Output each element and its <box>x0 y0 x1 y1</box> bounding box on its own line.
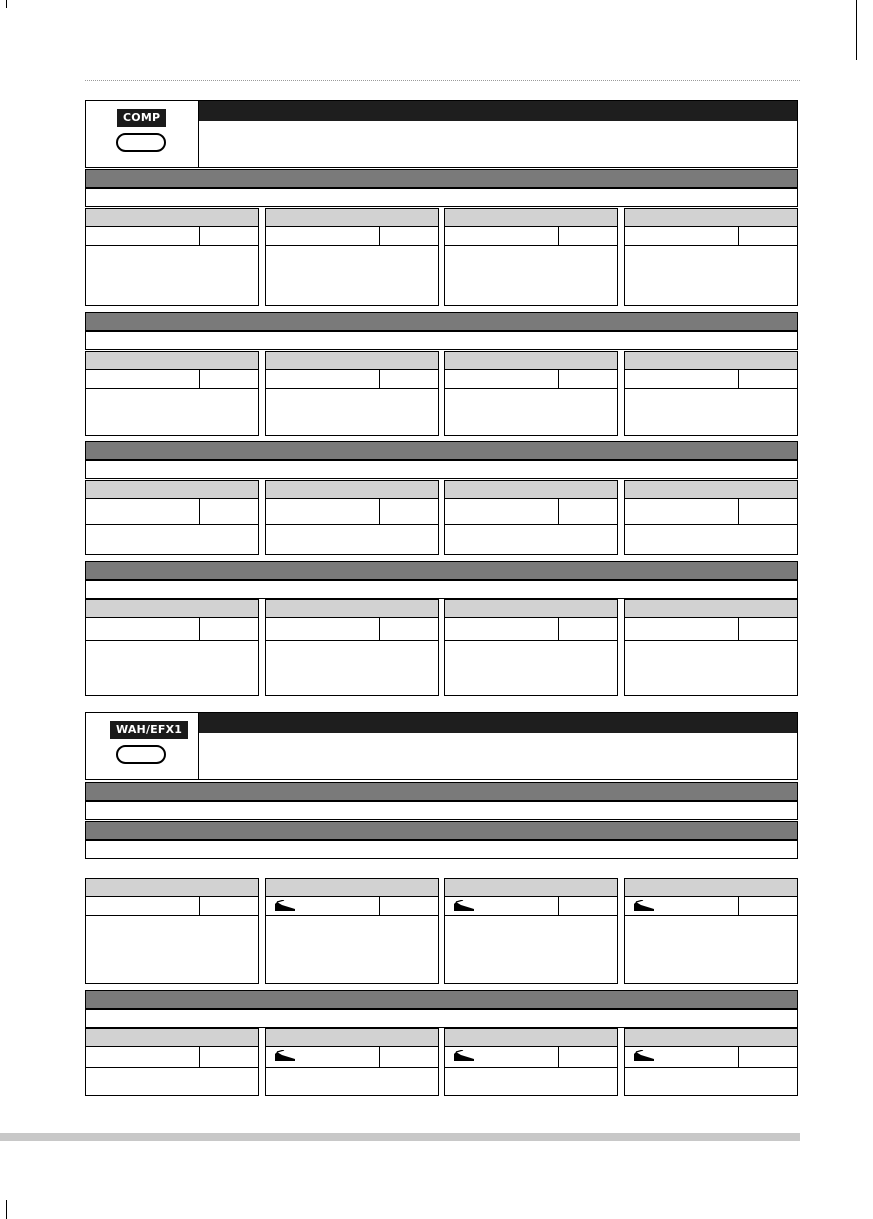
wah-efx1-title-bar <box>199 713 797 733</box>
expression-pedal-icon <box>633 900 655 912</box>
param-card <box>265 878 439 984</box>
param-card <box>85 878 259 984</box>
group-description <box>85 1009 798 1028</box>
param-card <box>444 480 618 555</box>
wah-efx1-header <box>85 712 798 780</box>
group-bar <box>85 169 798 188</box>
group-description <box>85 188 798 207</box>
param-card <box>265 599 439 696</box>
param-card <box>444 351 618 436</box>
expression-pedal-icon <box>453 1050 475 1062</box>
dotted-rule <box>85 80 800 81</box>
param-card <box>85 208 259 306</box>
footswitch-icon[interactable] <box>116 133 166 152</box>
comp-label: COMP <box>117 109 166 127</box>
expression-pedal-icon <box>274 900 296 912</box>
group-bar <box>85 990 798 1009</box>
comp-title-bar <box>199 101 797 121</box>
param-card <box>85 1028 259 1096</box>
param-card <box>444 1028 618 1096</box>
wah-efx1-icon-box <box>86 713 199 779</box>
group-description <box>85 840 798 859</box>
param-card <box>444 208 618 306</box>
group-bar <box>85 312 798 331</box>
expression-pedal-icon <box>274 1050 296 1062</box>
footswitch-icon[interactable] <box>116 745 166 764</box>
expression-pedal-icon <box>453 900 475 912</box>
param-card <box>85 599 259 696</box>
group-bar <box>85 561 798 580</box>
crop-mark-bottom <box>6 1200 7 1219</box>
wah-efx1-label: WAH/EFX1 <box>110 721 188 739</box>
crop-mark-left <box>6 0 7 8</box>
param-card <box>624 878 798 984</box>
group-description <box>85 580 798 599</box>
expression-pedal-icon <box>633 1050 655 1062</box>
param-card <box>624 599 798 696</box>
comp-icon-box <box>86 101 199 167</box>
param-card <box>444 878 618 984</box>
param-card <box>85 480 259 555</box>
group-description <box>85 801 798 820</box>
param-card <box>265 208 439 306</box>
group-description <box>85 331 798 350</box>
param-card <box>265 351 439 436</box>
crop-mark-right <box>856 0 857 60</box>
param-card <box>265 480 439 555</box>
comp-header <box>85 100 798 168</box>
param-card <box>624 1028 798 1096</box>
param-card <box>85 351 259 436</box>
group-bar <box>85 441 798 460</box>
param-card <box>444 599 618 696</box>
bottom-bar <box>0 1133 800 1141</box>
group-bar <box>85 821 798 840</box>
param-card <box>265 1028 439 1096</box>
group-bar <box>85 782 798 801</box>
param-card <box>624 208 798 306</box>
param-card <box>624 351 798 436</box>
group-description <box>85 460 798 479</box>
param-card <box>624 480 798 555</box>
